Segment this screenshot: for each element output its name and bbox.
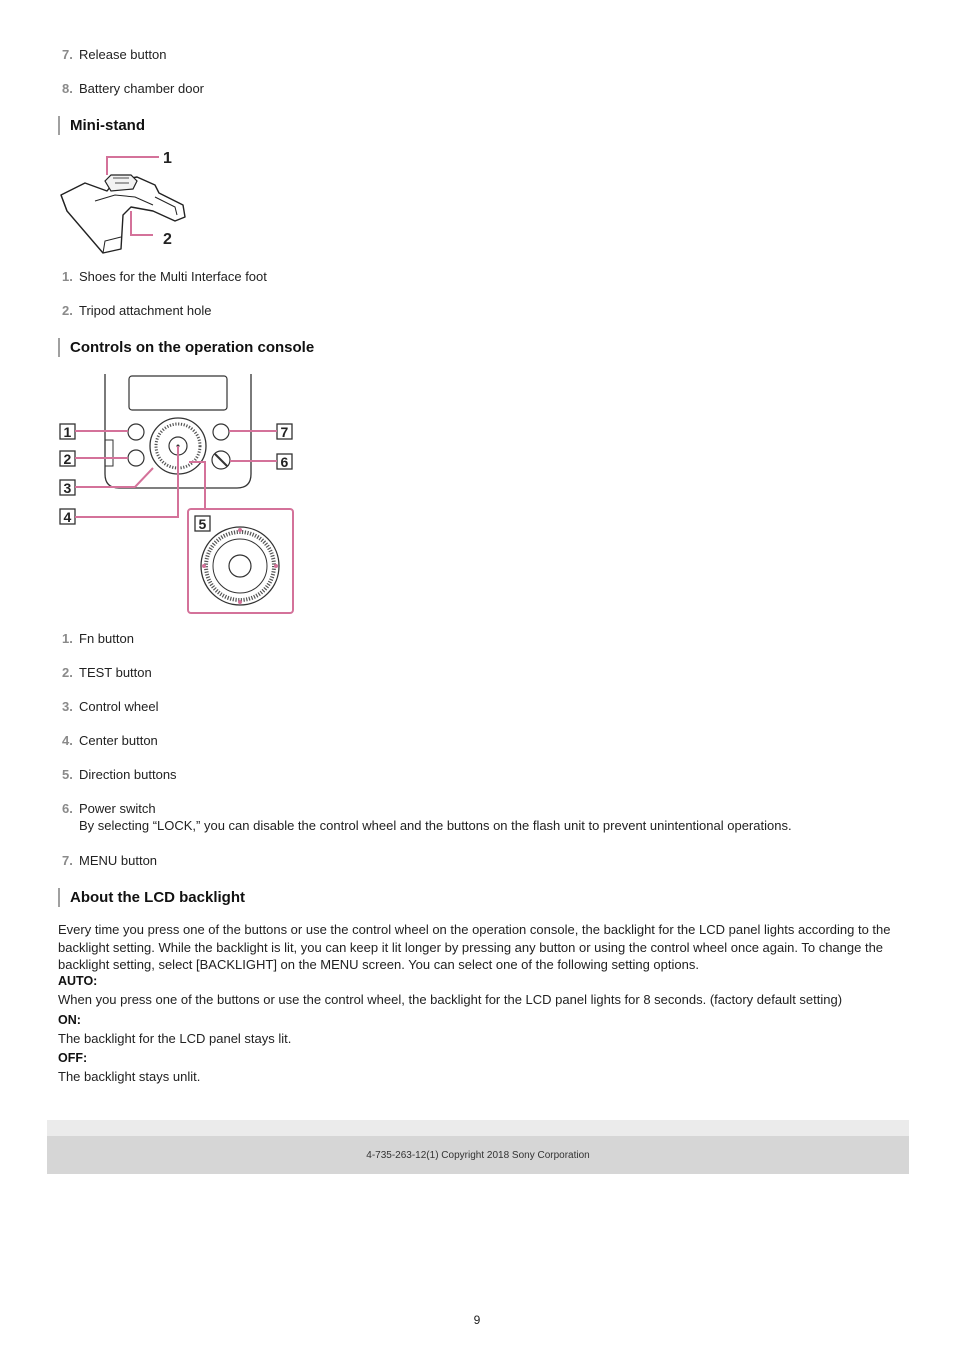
callout-5: 5 [198, 516, 207, 532]
backlight-intro: Every time you press one of the buttons or use the control wheel on the operation console, the backlight for the LCD panel lights according to the backlight setting. While the backlight is lit, you can keep it lit longer by pressing any button or using the control wheel once again. To change the backlight setting, select [BACKLIGHT] on the MENU screen. You can select one of the following setting options. [58, 922, 891, 972]
operation-console-illustration [55, 370, 300, 620]
callout-3: 3 [63, 480, 72, 496]
item-number: 8. [62, 81, 73, 96]
item-text: Direction buttons [79, 767, 177, 782]
list-item [62, 302, 211, 319]
item-number: 7. [62, 47, 73, 62]
item-text: Release button [79, 47, 167, 62]
list-item [62, 80, 204, 97]
item-number: 3. [62, 699, 73, 714]
section-heading-mini-stand: Mini-stand [58, 116, 145, 135]
page-number: 9 [473, 1313, 481, 1327]
item-note: By selecting “LOCK,” you can disable the control wheel and the buttons on the flash unit to prevent unintentional operations. [79, 818, 792, 833]
callout-2: 2 [63, 451, 72, 467]
item-number: 2. [62, 303, 73, 318]
item-text: Fn button [79, 631, 134, 646]
list-item [62, 800, 912, 834]
item-number: 1. [62, 269, 73, 284]
list-item [62, 766, 177, 783]
option-label-off: OFF: [58, 1051, 88, 1065]
list-item [62, 46, 166, 63]
item-text: Control wheel [79, 699, 159, 714]
section-heading-controls: Controls on the operation console [58, 338, 314, 357]
item-text: TEST button [79, 665, 152, 680]
item-number: 7. [62, 853, 73, 868]
item-number: 6. [62, 801, 73, 816]
footer-divider [47, 1120, 909, 1136]
list-item [62, 698, 159, 715]
callout-1: 1 [63, 424, 72, 440]
section-heading-backlight: About the LCD backlight [58, 888, 245, 907]
list-item [62, 268, 267, 285]
item-text: Shoes for the Multi Interface foot [79, 269, 267, 284]
footer [47, 1136, 909, 1174]
item-text: Center button [79, 733, 158, 748]
item-text: MENU button [79, 853, 158, 868]
list-item [62, 664, 152, 681]
item-text: Tripod attachment hole [79, 303, 212, 318]
list-item [62, 630, 134, 647]
list-item [62, 852, 157, 869]
mini-stand-illustration [55, 145, 195, 257]
item-text: Battery chamber door [79, 81, 205, 96]
option-label-auto: AUTO: [58, 974, 98, 988]
option-desc-auto: When you press one of the buttons or use the control wheel, the backlight for the LCD panel lights for 8 seconds. (factory default setting) [58, 992, 843, 1007]
item-number: 1. [62, 631, 73, 646]
list-item [62, 732, 158, 749]
callout-4: 4 [63, 509, 72, 525]
option-label-on: ON: [58, 1013, 81, 1027]
callout-2: 2 [163, 231, 172, 248]
callout-6: 6 [280, 454, 289, 470]
item-number: 4. [62, 733, 73, 748]
item-text: Power switch [79, 801, 156, 816]
callout-7: 7 [280, 424, 289, 440]
option-desc-off: The backlight stays unlit. [58, 1069, 201, 1084]
callout-1: 1 [163, 150, 172, 167]
copyright-text: 4-735-263-12(1) Copyright 2018 Sony Corporation [366, 1149, 590, 1161]
option-desc-on: The backlight for the LCD panel stays lit. [58, 1031, 292, 1046]
item-number: 5. [62, 767, 73, 782]
item-number: 2. [62, 665, 73, 680]
